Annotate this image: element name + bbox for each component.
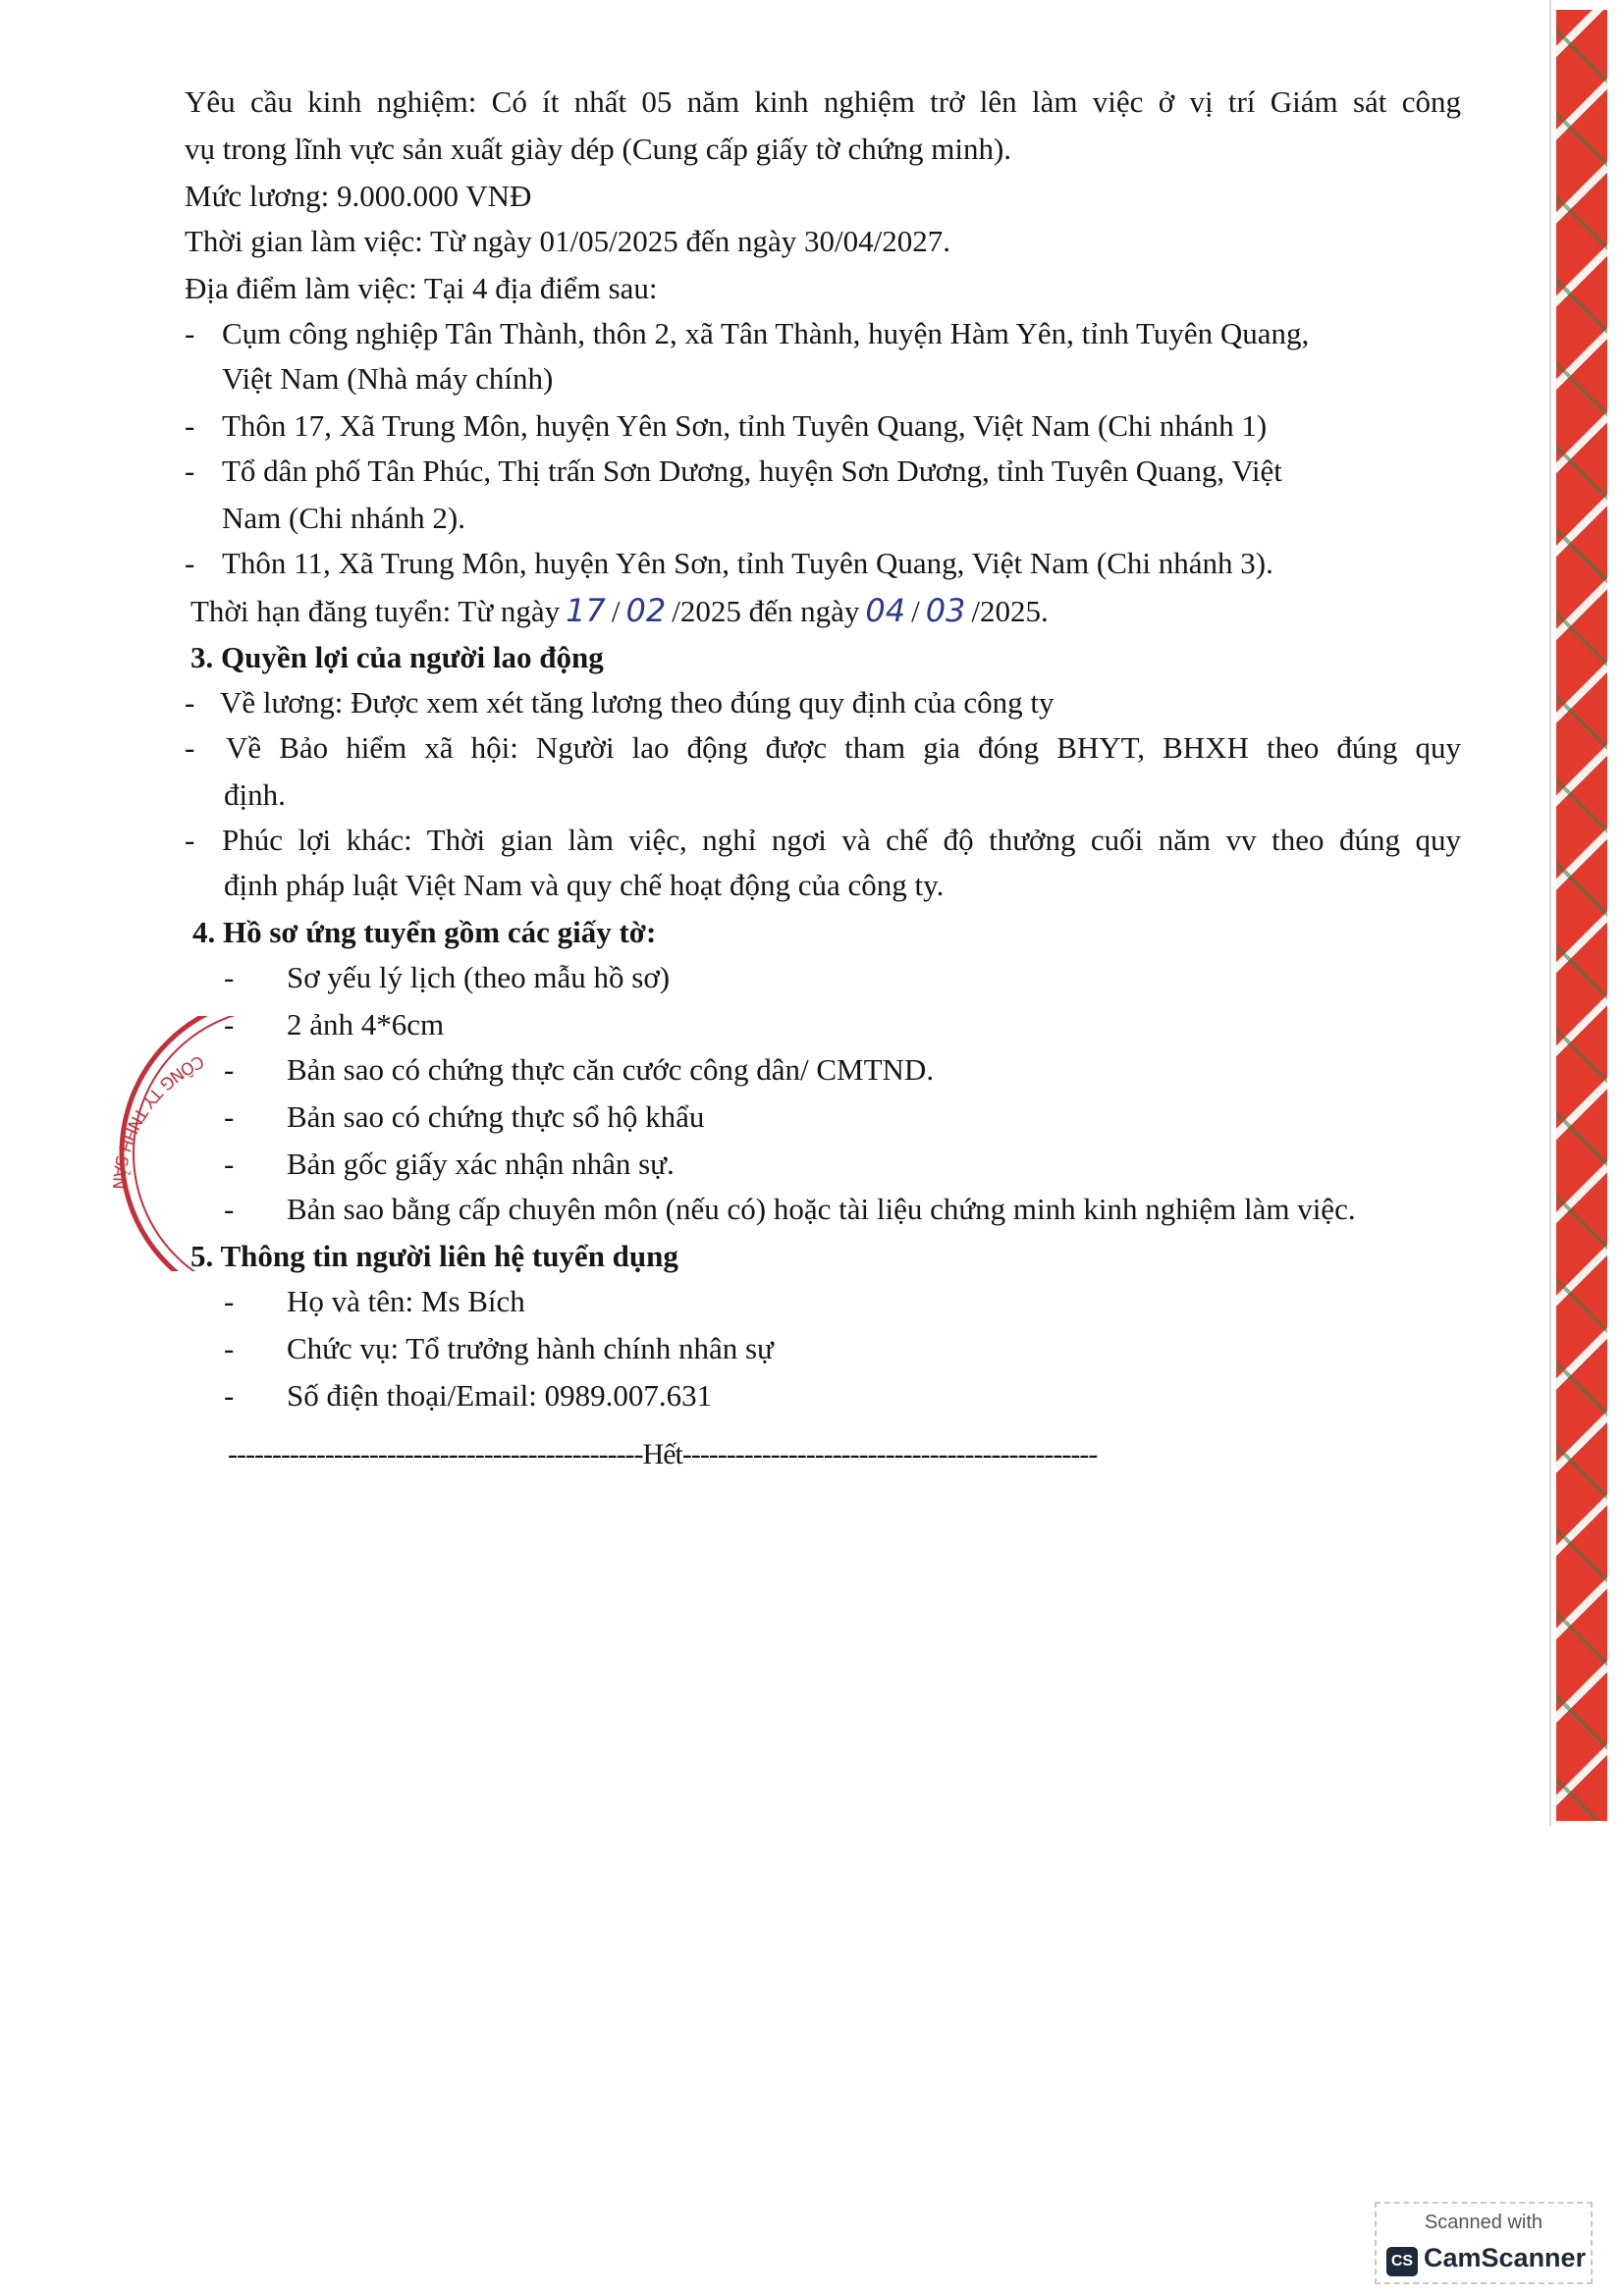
section-3-heading: 3. Quyền lợi của người lao động [190,640,604,674]
list-dash: - [224,1099,235,1134]
list-dash: - [185,823,195,857]
benefit-2-text: Về Bảo hiểm xã hội: Người lao động được tham gia đóng BHYT, BHXH theo đúng quy [226,730,1461,765]
page-edge-line [1549,0,1551,1826]
list-dash: - [224,1147,235,1181]
location-1-text: Cụm công nghiệp Tân Thành, thôn 2, xã Tân Thành, huyện Hàm Yên, tỉnh Tuyên Quang, [222,316,1310,350]
list-dash: - [224,1007,235,1041]
seal-graphic [53,1016,279,1271]
location-3-line-1 [185,452,1461,491]
list-dash: - [224,960,235,994]
handwritten-day-1: 17 [566,592,606,629]
benefit-3-line-2: định pháp luật Việt Nam và quy chế hoạt động của công ty. [224,868,945,902]
section-5-heading: 5. Thông tin người liên hệ tuyển dụng [190,1239,678,1273]
location-1-line-2: Việt Nam (Nhà máy chính) [222,361,554,396]
benefit-3-text: Phúc lợi khác: Thời gian làm việc, nghỉ ngơi và chế độ thưởng cuối năm vv theo đúng quy [222,823,1461,857]
experience-requirement-line-2: vụ trong lĩnh vực sản xuất giày dép (Cung cấp giấy tờ chứng minh). [185,132,1012,166]
handwritten-day-2: 04 [865,592,906,629]
list-dash: - [185,408,195,443]
benefit-1-line [185,683,1461,722]
salary-line: Mức lương: 9.000.000 VNĐ [185,179,532,213]
location-2-line [185,406,1461,446]
document-item-2-text: 2 ảnh 4*6cm [287,1007,445,1041]
seal-text: CÔNG TY TNHH SẢN [107,1050,207,1191]
deadline-prefix: Thời hạn đăng tuyển: Từ ngày [190,594,561,628]
list-dash: - [224,1052,235,1087]
location-4-line [185,544,1461,583]
experience-requirement-line-1: Yêu cầu kinh nghiệm: Có ít nhất 05 năm kinh nghiệm trở lên làm việc ở vị trí Giám sát công [185,84,1461,119]
document-item-4 [185,1097,1461,1137]
deadline-mid: /2025 đến ngày [672,594,860,628]
camscanner-watermark [1375,2202,1593,2284]
contact-title-line [185,1329,1461,1368]
document-item-5 [185,1145,1461,1184]
location-2-text: Thôn 17, Xã Trung Môn, huyện Yên Sơn, tỉnh Tuyên Quang, Việt Nam (Chi nhánh 1) [222,408,1268,443]
benefit-2-line-2: định. [224,777,286,812]
list-dash: - [185,685,195,720]
document-item-4-text: Bản sao có chứng thực sổ hộ khẩu [287,1099,705,1134]
company-seal-stamp [53,1016,279,1271]
slash-2: / [911,594,920,628]
document-item-6 [185,1190,1461,1229]
scanned-with-label: Scanned with [1424,2212,1543,2233]
list-dash: - [224,1378,235,1413]
handwritten-month-1: 02 [625,592,667,629]
contact-phone-text: Số điện thoại/Email: 0989.007.631 [287,1378,713,1413]
document-item-2 [185,1005,1461,1044]
recruitment-deadline-line [190,591,1467,631]
location-4-text: Thôn 11, Xã Trung Môn, huyện Yên Sơn, tỉnh Tuyên Quang, Việt Nam (Chi nhánh 3). [222,546,1273,580]
end-of-document-rule: -----------------------------------------------Hết----------------------------------------------- [228,1438,1098,1470]
list-dash: - [185,730,195,765]
location-1-line-1 [185,314,1461,353]
location-3-text: Tổ dân phố Tân Phúc, Thị trấn Sơn Dương, huyện Sơn Dương, tỉnh Tuyên Quang, Việt [222,454,1282,488]
list-dash: - [185,454,195,488]
section-4-heading: 4. Hồ sơ ứng tuyển gồm các giấy tờ: [192,915,657,949]
camscanner-logo-icon: CS [1386,2247,1418,2276]
camscanner-name: CamScanner [1424,2243,1587,2272]
work-time-line: Thời gian làm việc: Từ ngày 01/05/2025 đến ngày 30/04/2027. [185,224,950,258]
contact-phone-line [185,1376,1461,1415]
benefit-3-line-1 [185,821,1461,860]
contact-name-line [185,1282,1461,1321]
document-item-3-text: Bản sao có chứng thực căn cước công dân/ CMTND. [287,1052,935,1087]
list-dash: - [224,1192,235,1226]
location-3-line-2: Nam (Chi nhánh 2). [222,501,465,535]
deadline-suffix: /2025. [971,594,1049,628]
list-dash: - [224,1284,235,1318]
benefit-1-text: Về lương: Được xem xét tăng lương theo đúng quy định của công ty [220,685,1055,720]
list-dash: - [185,316,195,350]
list-dash: - [224,1331,235,1365]
document-item-1 [185,958,1461,997]
benefit-2-line-1 [185,728,1461,768]
document-item-5-text: Bản gốc giấy xác nhận nhân sự. [287,1147,675,1181]
list-dash: - [185,546,195,580]
contact-title-text: Chức vụ: Tổ trưởng hành chính nhân sự [287,1331,774,1365]
slash-1: / [611,594,621,628]
document-item-6-text: Bản sao bằng cấp chuyên môn (nếu có) hoặc tài liệu chứng minh kinh nghiệm làm việc. [287,1192,1356,1226]
document-item-1-text: Sơ yếu lý lịch (theo mẫu hồ sơ) [287,960,671,994]
handwritten-month-2: 03 [925,592,966,629]
contact-name-text: Họ và tên: Ms Bích [287,1284,525,1318]
decorative-border-strip [1556,10,1607,1821]
work-place-intro: Địa điểm làm việc: Tại 4 địa điểm sau: [185,271,658,305]
document-item-3 [185,1050,1461,1090]
